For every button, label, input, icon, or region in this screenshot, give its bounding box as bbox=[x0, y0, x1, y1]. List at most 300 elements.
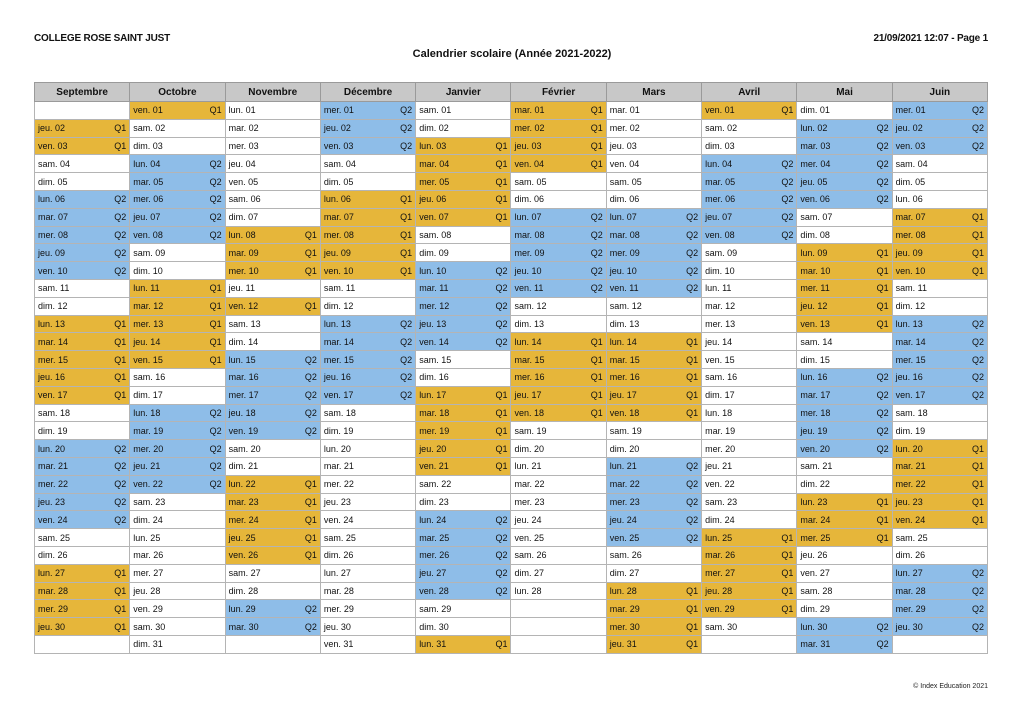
day-cell bbox=[320, 475, 415, 493]
quinzaine-label: Q1 bbox=[971, 247, 984, 258]
day-label: lun. 14 bbox=[609, 336, 637, 347]
day-label: jeu. 30 bbox=[323, 621, 351, 632]
day-label: mar. 21 bbox=[895, 461, 926, 472]
day-cell bbox=[225, 529, 320, 547]
day-label: mar. 03 bbox=[800, 140, 831, 151]
day-label: lun. 03 bbox=[419, 140, 447, 151]
table-row bbox=[35, 600, 988, 618]
day-label: lun. 13 bbox=[323, 318, 351, 329]
day-cell bbox=[892, 155, 987, 173]
day-label: mar. 08 bbox=[609, 229, 640, 240]
day-label: jeu. 18 bbox=[228, 407, 256, 418]
day-cell bbox=[892, 529, 987, 547]
day-label: mar. 07 bbox=[38, 212, 69, 223]
day-label: ven. 14 bbox=[419, 336, 449, 347]
day-cell bbox=[606, 475, 701, 493]
day-cell bbox=[320, 422, 415, 440]
day-cell bbox=[606, 368, 701, 386]
day-cell bbox=[320, 119, 415, 137]
table-row bbox=[35, 333, 988, 351]
day-label: dim. 01 bbox=[800, 105, 830, 116]
day-label: dim. 14 bbox=[228, 336, 259, 347]
day-cell bbox=[416, 155, 511, 173]
day-label: jeu. 02 bbox=[895, 123, 923, 134]
day-label: mer. 13 bbox=[705, 318, 736, 329]
day-label: jeu. 16 bbox=[323, 372, 351, 383]
day-label: ven. 13 bbox=[800, 318, 830, 329]
day-cell bbox=[606, 351, 701, 369]
day-cell bbox=[797, 475, 892, 493]
day-cell bbox=[416, 440, 511, 458]
quinzaine-label: Q2 bbox=[209, 194, 222, 205]
quinzaine-label: Q1 bbox=[495, 407, 508, 418]
day-label: dim. 24 bbox=[133, 514, 163, 525]
day-cell bbox=[606, 279, 701, 297]
day-label: dim. 27 bbox=[609, 568, 640, 579]
day-label: mer. 20 bbox=[705, 443, 736, 454]
day-cell bbox=[130, 618, 225, 636]
day-label: mar. 01 bbox=[514, 105, 545, 116]
day-cell bbox=[511, 315, 606, 333]
day-label: sam. 15 bbox=[419, 354, 452, 365]
quinzaine-label: Q2 bbox=[590, 212, 603, 223]
day-label: dim. 17 bbox=[705, 390, 735, 401]
day-cell bbox=[511, 262, 606, 280]
quinzaine-label: Q2 bbox=[781, 212, 794, 223]
day-label: mar. 31 bbox=[800, 639, 831, 650]
day-label: jeu. 12 bbox=[800, 301, 828, 312]
day-cell bbox=[606, 119, 701, 137]
day-label: mer. 03 bbox=[228, 140, 259, 151]
day-label: mar. 04 bbox=[419, 158, 450, 169]
day-cell bbox=[225, 173, 320, 191]
day-label: jeu. 21 bbox=[705, 461, 733, 472]
day-label: lun. 04 bbox=[705, 158, 733, 169]
day-label: mer. 23 bbox=[514, 496, 545, 507]
quinzaine-label: Q2 bbox=[209, 158, 222, 169]
day-cell bbox=[35, 208, 130, 226]
quinzaine-label: Q2 bbox=[971, 123, 984, 134]
day-label: mer. 09 bbox=[514, 247, 545, 258]
quinzaine-label: Q2 bbox=[971, 354, 984, 365]
day-label: jeu. 21 bbox=[133, 461, 161, 472]
quinzaine-label: Q1 bbox=[876, 532, 889, 543]
quinzaine-label: Q1 bbox=[304, 301, 317, 312]
day-cell bbox=[606, 422, 701, 440]
quinzaine-label: Q2 bbox=[876, 390, 889, 401]
day-cell bbox=[35, 351, 130, 369]
day-label: lun. 23 bbox=[800, 496, 828, 507]
day-cell bbox=[416, 351, 511, 369]
day-cell bbox=[606, 333, 701, 351]
day-label: sam. 23 bbox=[133, 496, 166, 507]
day-label: jeu. 23 bbox=[323, 496, 351, 507]
day-label: mer. 15 bbox=[895, 354, 926, 365]
day-label: dim. 13 bbox=[609, 318, 640, 329]
day-label: sam. 19 bbox=[609, 425, 642, 436]
day-cell bbox=[130, 226, 225, 244]
day-cell bbox=[320, 368, 415, 386]
day-cell bbox=[35, 511, 130, 529]
calendar-body bbox=[35, 102, 988, 654]
table-row bbox=[35, 102, 988, 120]
day-cell bbox=[797, 262, 892, 280]
day-label: sam. 25 bbox=[323, 532, 356, 543]
quinzaine-label: Q2 bbox=[971, 390, 984, 401]
day-cell bbox=[511, 102, 606, 120]
day-label: ven. 17 bbox=[38, 390, 68, 401]
day-cell bbox=[130, 155, 225, 173]
day-cell bbox=[702, 368, 797, 386]
quinzaine-label: Q2 bbox=[686, 212, 699, 223]
day-label: ven. 07 bbox=[419, 212, 449, 223]
day-label: sam. 01 bbox=[419, 105, 452, 116]
day-label: mer. 11 bbox=[800, 283, 830, 294]
quinzaine-label: Q1 bbox=[971, 265, 984, 276]
quinzaine-label: Q2 bbox=[304, 390, 317, 401]
day-cell bbox=[606, 600, 701, 618]
day-cell bbox=[797, 351, 892, 369]
day-cell bbox=[511, 635, 606, 653]
day-cell bbox=[892, 297, 987, 315]
day-label: dim. 06 bbox=[609, 194, 640, 205]
day-cell bbox=[130, 137, 225, 155]
day-cell bbox=[35, 315, 130, 333]
day-cell bbox=[130, 279, 225, 297]
quinzaine-label: Q2 bbox=[876, 158, 889, 169]
day-cell bbox=[702, 137, 797, 155]
quinzaine-label: Q2 bbox=[495, 336, 508, 347]
quinzaine-label: Q1 bbox=[400, 229, 413, 240]
quinzaine-label: Q2 bbox=[686, 514, 699, 525]
quinzaine-label: Q2 bbox=[114, 212, 127, 223]
table-row bbox=[35, 368, 988, 386]
day-cell bbox=[511, 333, 606, 351]
quinzaine-label: Q2 bbox=[114, 194, 127, 205]
day-cell bbox=[416, 226, 511, 244]
day-label: lun. 27 bbox=[38, 568, 66, 579]
day-label: mer. 27 bbox=[133, 568, 164, 579]
quinzaine-label: Q1 bbox=[971, 443, 984, 454]
day-cell bbox=[130, 564, 225, 582]
month-header: Novembre bbox=[225, 83, 320, 102]
table-row bbox=[35, 297, 988, 315]
day-cell bbox=[606, 404, 701, 422]
day-cell bbox=[702, 511, 797, 529]
day-label: lun. 20 bbox=[895, 443, 923, 454]
quinzaine-label: Q1 bbox=[495, 176, 508, 187]
day-label: lun. 06 bbox=[895, 194, 923, 205]
quinzaine-label: Q1 bbox=[304, 496, 317, 507]
day-label: ven. 01 bbox=[705, 105, 735, 116]
day-label: mer. 06 bbox=[705, 194, 736, 205]
day-cell bbox=[797, 297, 892, 315]
day-cell bbox=[702, 297, 797, 315]
day-cell bbox=[892, 208, 987, 226]
quinzaine-label: Q2 bbox=[876, 140, 889, 151]
day-label: ven. 17 bbox=[323, 390, 354, 401]
quinzaine-label: Q1 bbox=[114, 390, 127, 401]
page-title: Calendrier scolaire (Année 2021-2022) bbox=[412, 48, 612, 60]
day-label: ven. 18 bbox=[514, 407, 545, 418]
day-label: mar. 17 bbox=[800, 390, 831, 401]
day-label: dim. 24 bbox=[705, 514, 735, 525]
day-label: mar. 23 bbox=[228, 496, 259, 507]
day-cell bbox=[320, 511, 415, 529]
quinzaine-label: Q1 bbox=[495, 212, 508, 223]
day-cell bbox=[892, 279, 987, 297]
day-label: lun. 21 bbox=[609, 461, 637, 472]
quinzaine-label: Q2 bbox=[876, 372, 889, 383]
day-label: jeu. 06 bbox=[419, 194, 447, 205]
day-label: sam. 11 bbox=[323, 283, 356, 294]
day-label: lun. 06 bbox=[323, 194, 351, 205]
day-label: mar. 26 bbox=[705, 550, 736, 561]
day-label: mar. 21 bbox=[323, 461, 354, 472]
day-label: lun. 27 bbox=[323, 568, 351, 579]
quinzaine-label: Q2 bbox=[400, 390, 413, 401]
day-cell bbox=[511, 475, 606, 493]
day-label: mer. 22 bbox=[895, 479, 926, 490]
day-cell bbox=[35, 635, 130, 653]
day-cell bbox=[511, 297, 606, 315]
table-row bbox=[35, 208, 988, 226]
day-cell bbox=[35, 297, 130, 315]
day-cell bbox=[225, 119, 320, 137]
quinzaine-label: Q2 bbox=[114, 496, 127, 507]
day-label: dim. 26 bbox=[895, 550, 926, 561]
day-label: ven. 24 bbox=[38, 514, 68, 525]
day-label: ven. 05 bbox=[228, 176, 259, 187]
quinzaine-label: Q1 bbox=[590, 407, 603, 418]
day-label: mar. 07 bbox=[895, 212, 926, 223]
day-label: mar. 05 bbox=[133, 176, 164, 187]
day-cell bbox=[797, 564, 892, 582]
day-cell bbox=[511, 511, 606, 529]
day-cell bbox=[225, 333, 320, 351]
day-label: mar. 24 bbox=[800, 514, 831, 525]
day-label: sam. 25 bbox=[38, 532, 71, 543]
quinzaine-label: Q1 bbox=[114, 568, 127, 579]
quinzaine-label: Q1 bbox=[114, 354, 127, 365]
day-cell bbox=[892, 457, 987, 475]
day-label: jeu. 23 bbox=[38, 496, 66, 507]
day-label: jeu. 27 bbox=[419, 568, 447, 579]
day-label: sam. 20 bbox=[228, 443, 261, 454]
day-label: ven. 12 bbox=[228, 301, 259, 312]
day-cell bbox=[35, 493, 130, 511]
day-label: jeu. 09 bbox=[323, 247, 351, 258]
day-cell bbox=[797, 582, 892, 600]
day-label: ven. 22 bbox=[133, 479, 163, 490]
day-label: lun. 02 bbox=[800, 123, 828, 134]
day-label: jeu. 17 bbox=[514, 390, 542, 401]
day-cell bbox=[320, 226, 415, 244]
quinzaine-label: Q2 bbox=[400, 372, 413, 383]
day-cell bbox=[35, 155, 130, 173]
day-cell bbox=[416, 315, 511, 333]
day-cell bbox=[320, 244, 415, 262]
quinzaine-label: Q1 bbox=[876, 496, 889, 507]
day-label: ven. 10 bbox=[38, 265, 68, 276]
day-cell bbox=[130, 119, 225, 137]
quinzaine-label: Q1 bbox=[686, 372, 699, 383]
day-cell bbox=[892, 511, 987, 529]
day-label: mar. 14 bbox=[38, 336, 69, 347]
day-cell bbox=[511, 386, 606, 404]
quinzaine-label: Q2 bbox=[304, 407, 317, 418]
quinzaine-label: Q1 bbox=[209, 283, 222, 294]
day-cell bbox=[416, 102, 511, 120]
day-label: sam. 04 bbox=[895, 158, 928, 169]
day-label: jeu. 19 bbox=[800, 425, 828, 436]
day-cell bbox=[130, 457, 225, 475]
day-cell bbox=[797, 493, 892, 511]
day-cell bbox=[416, 137, 511, 155]
table-row bbox=[35, 315, 988, 333]
day-cell bbox=[225, 582, 320, 600]
day-label: mar. 14 bbox=[895, 336, 926, 347]
day-cell bbox=[225, 155, 320, 173]
day-cell bbox=[797, 190, 892, 208]
day-cell bbox=[130, 102, 225, 120]
quinzaine-label: Q1 bbox=[495, 158, 508, 169]
quinzaine-label: Q2 bbox=[876, 621, 889, 632]
quinzaine-label: Q1 bbox=[781, 603, 794, 614]
day-label: ven. 08 bbox=[133, 229, 163, 240]
day-cell bbox=[702, 351, 797, 369]
month-header-row bbox=[35, 83, 988, 102]
quinzaine-label: Q1 bbox=[781, 105, 794, 116]
day-cell bbox=[702, 386, 797, 404]
day-cell bbox=[130, 190, 225, 208]
day-label: dim. 07 bbox=[228, 212, 259, 223]
day-label: sam. 18 bbox=[323, 407, 356, 418]
day-cell bbox=[416, 618, 511, 636]
day-cell bbox=[892, 600, 987, 618]
day-cell bbox=[320, 404, 415, 422]
quinzaine-label: Q2 bbox=[209, 443, 222, 454]
day-cell bbox=[797, 511, 892, 529]
day-label: ven. 15 bbox=[705, 354, 735, 365]
day-cell bbox=[702, 315, 797, 333]
copyright-footer: © Index Education 2021 bbox=[913, 683, 988, 690]
day-cell bbox=[416, 119, 511, 137]
day-label: mar. 08 bbox=[514, 229, 545, 240]
month-header: Mai bbox=[797, 83, 892, 102]
quinzaine-label: Q1 bbox=[114, 603, 127, 614]
day-label: mar. 22 bbox=[609, 479, 640, 490]
day-cell bbox=[130, 422, 225, 440]
quinzaine-label: Q1 bbox=[304, 532, 317, 543]
day-label: jeu. 13 bbox=[419, 318, 447, 329]
day-cell bbox=[892, 618, 987, 636]
quinzaine-label: Q2 bbox=[876, 194, 889, 205]
quinzaine-label: Q1 bbox=[876, 301, 889, 312]
day-cell bbox=[35, 226, 130, 244]
day-cell bbox=[416, 190, 511, 208]
day-cell bbox=[320, 564, 415, 582]
day-label: ven. 01 bbox=[133, 105, 163, 116]
quinzaine-label: Q1 bbox=[590, 105, 603, 116]
quinzaine-label: Q2 bbox=[971, 568, 984, 579]
day-label: sam. 28 bbox=[800, 585, 833, 596]
day-label: jeu. 26 bbox=[800, 550, 828, 561]
day-cell bbox=[130, 368, 225, 386]
day-label: mer. 10 bbox=[228, 265, 259, 276]
day-cell bbox=[606, 208, 701, 226]
day-cell bbox=[225, 297, 320, 315]
day-label: sam. 29 bbox=[419, 603, 452, 614]
day-label: sam. 04 bbox=[38, 158, 71, 169]
quinzaine-label: Q2 bbox=[209, 407, 222, 418]
quinzaine-label: Q2 bbox=[495, 514, 508, 525]
day-label: sam. 05 bbox=[609, 176, 642, 187]
day-cell bbox=[606, 244, 701, 262]
day-cell bbox=[35, 440, 130, 458]
table-row bbox=[35, 546, 988, 564]
day-label: ven. 17 bbox=[895, 390, 926, 401]
day-label: dim. 31 bbox=[133, 639, 163, 650]
day-cell bbox=[320, 457, 415, 475]
day-label: mar. 18 bbox=[419, 407, 450, 418]
day-label: mer. 15 bbox=[323, 354, 354, 365]
quinzaine-label: Q2 bbox=[304, 354, 317, 365]
day-label: ven. 10 bbox=[323, 265, 354, 276]
day-cell bbox=[892, 119, 987, 137]
quinzaine-label: Q1 bbox=[114, 621, 127, 632]
day-label: mer. 30 bbox=[609, 621, 640, 632]
quinzaine-label: Q2 bbox=[114, 229, 127, 240]
day-label: lun. 20 bbox=[38, 443, 66, 454]
day-label: dim. 03 bbox=[133, 140, 163, 151]
day-cell bbox=[130, 404, 225, 422]
day-cell bbox=[225, 564, 320, 582]
day-cell bbox=[797, 422, 892, 440]
day-cell bbox=[225, 226, 320, 244]
table-row bbox=[35, 351, 988, 369]
day-cell bbox=[606, 190, 701, 208]
day-cell bbox=[320, 102, 415, 120]
day-cell bbox=[320, 440, 415, 458]
day-cell bbox=[797, 315, 892, 333]
day-cell bbox=[416, 511, 511, 529]
day-cell bbox=[606, 226, 701, 244]
quinzaine-label: Q1 bbox=[686, 354, 699, 365]
day-cell bbox=[130, 511, 225, 529]
day-cell bbox=[416, 457, 511, 475]
quinzaine-label: Q2 bbox=[686, 229, 699, 240]
day-label: mer. 04 bbox=[800, 158, 831, 169]
day-cell bbox=[225, 546, 320, 564]
day-label: mer. 23 bbox=[609, 496, 640, 507]
day-cell bbox=[130, 297, 225, 315]
day-label: mar. 29 bbox=[609, 603, 640, 614]
table-row bbox=[35, 582, 988, 600]
day-label: mar. 11 bbox=[419, 283, 449, 294]
day-label: sam. 09 bbox=[705, 247, 738, 258]
table-row bbox=[35, 279, 988, 297]
day-cell bbox=[511, 351, 606, 369]
day-label: mar. 19 bbox=[133, 425, 164, 436]
day-cell bbox=[702, 404, 797, 422]
day-cell bbox=[320, 351, 415, 369]
day-cell bbox=[606, 493, 701, 511]
day-cell bbox=[797, 457, 892, 475]
quinzaine-label: Q2 bbox=[495, 568, 508, 579]
day-label: dim. 16 bbox=[419, 372, 449, 383]
day-cell bbox=[702, 333, 797, 351]
